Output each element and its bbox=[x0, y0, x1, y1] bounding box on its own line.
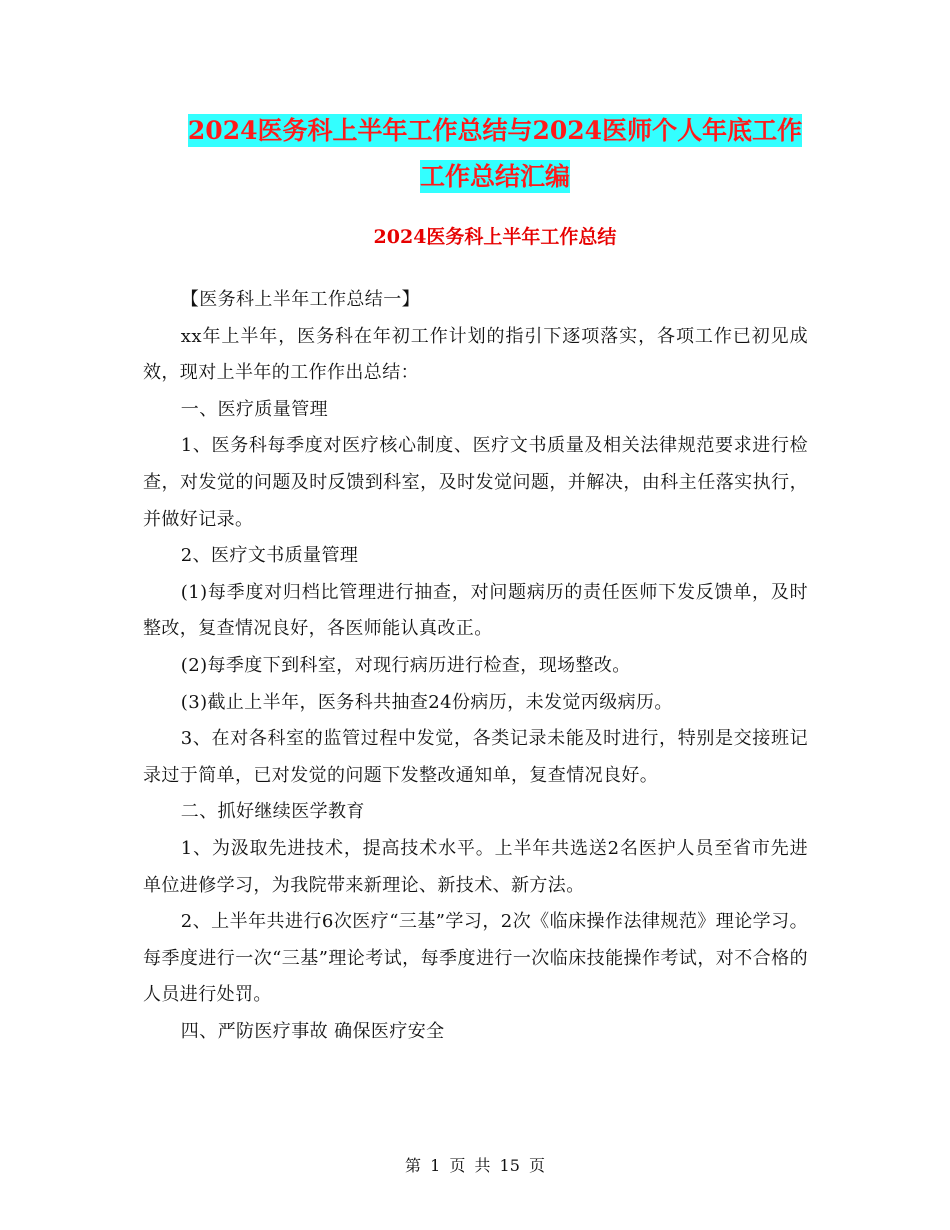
document-body bbox=[143, 282, 808, 1050]
paragraph: 2、上半年共进行6次医疗“三基”学习，2次《临床操作法律规范》理论学习。每季度进行一次“三基”理论考试，每季度进行一次临床技能操作考试，对不合格的人员进行处罚。 bbox=[143, 911, 808, 1006]
section-title: 2024医务科上半年工作总结 bbox=[373, 226, 617, 248]
document-title bbox=[140, 108, 850, 200]
paragraph: xx年上半年，医务科在年初工作计划的指引下逐项落实，各项工作已初见成效，现对上半年的工作作出总结： bbox=[143, 325, 808, 384]
paragraph: 二、抓好继续医学教育 bbox=[180, 801, 365, 823]
paragraph: 2、医疗文书质量管理 bbox=[180, 545, 359, 567]
paragraph: 四、严防医疗事故 确保医疗安全 bbox=[180, 1020, 445, 1042]
paragraph: 3、在对各科室的监管过程中发觉，各类记录未能及时进行，特别是交接班记录过于简单，已对发觉的问题下发整改通知单，复查情况良好。 bbox=[143, 728, 808, 786]
paragraph: 【医务科上半年工作总结一】 bbox=[180, 289, 420, 310]
page-footer: 第 1 页 共 15 页 bbox=[405, 1156, 545, 1175]
paragraph: 一、医疗质量管理 bbox=[180, 398, 328, 420]
document-title-line-1: 2024医务科上半年工作总结与2024医师个人年底工作 bbox=[187, 116, 803, 145]
document-title-line-2: 工作总结汇编 bbox=[419, 162, 570, 191]
paragraph: 1、医务科每季度对医疗核心制度、医疗文书质量及相关法律规范要求进行检查，对发觉的问题及时反馈到科室，及时发觉问题，并解决，由科主任落实执行，并做好记录。 bbox=[143, 435, 808, 530]
paragraph: (2)每季度下到科室，对现行病历进行检查，现场整改。 bbox=[180, 654, 631, 676]
paragraph: (1)每季度对归档比管理进行抽查，对问题病历的责任医师下发反馈单，及时整改，复查情况良好，各医师能认真改正。 bbox=[143, 581, 808, 640]
paragraph: 1、为汲取先进技术，提高技术水平。上半年共选送2名医护人员至省市先进单位进修学习，为我院带来新理论、新技术、新方法。 bbox=[143, 837, 808, 896]
paragraph: (3)截止上半年，医务科共抽查24份病历，未发觉丙级病历。 bbox=[180, 691, 673, 713]
